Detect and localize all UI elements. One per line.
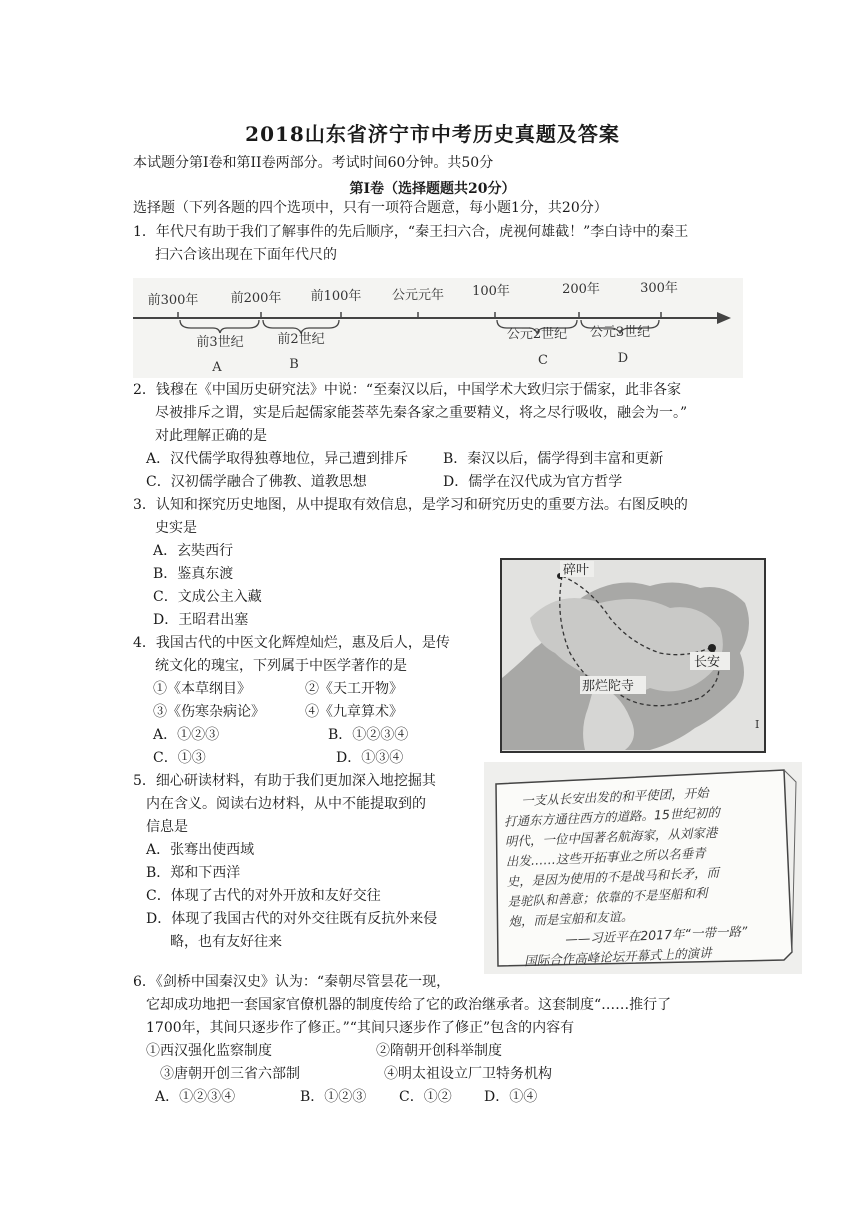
option-letter: C xyxy=(538,353,548,368)
q3-stem-line1: 3．认知和探究历史地图，从中提取有效信息，是学习和研究历史的重要方法。右图反映的 xyxy=(133,497,688,513)
q3-option-a: A．玄奘西行 xyxy=(153,543,234,559)
quote-line-6: 是驼队和善意；依靠的不是坚船和利 xyxy=(507,885,708,909)
q5-option-c: C．体现了古代的对外开放和友好交往 xyxy=(146,888,381,904)
q4-stem-line2: 统文化的瑰宝，下列属于中医学著作的是 xyxy=(155,658,407,674)
q3-stem-line2: 史实是 xyxy=(155,520,197,536)
tick-label: 前200年 xyxy=(230,291,282,306)
q6-item-1: ①西汉强化监察制度 xyxy=(146,1043,272,1059)
q4-item-4: ④《九章算术》 xyxy=(305,704,403,720)
map-label-i: I xyxy=(755,718,760,731)
q5-stem-line3: 信息是 xyxy=(146,819,188,835)
q2-option-c: C．汉初儒学融合了佛教、道教思想 xyxy=(146,474,367,490)
q6-item-3: ③唐朝开创三省六部制 xyxy=(160,1066,300,1082)
option-letter: D xyxy=(617,351,629,366)
q2-option-b: B．秦汉以后，儒学得到丰富和更新 xyxy=(443,451,664,467)
quote-line-1: 一支从长安出发的和平使团，开始 xyxy=(520,785,709,809)
q1-stem-line2: 扫六合该出现在下面年代尺的 xyxy=(155,247,337,263)
page-title: 2018山东省济宁市中考历史真题及答案 xyxy=(245,122,620,146)
quote-line-2: 打通东方通往西方的道路。15世纪初的 xyxy=(503,804,721,830)
q6-option-a: A．①②③④ xyxy=(155,1089,236,1105)
q5-option-b: B．郑和下西洋 xyxy=(146,865,241,881)
section-heading: 第I卷（选择题题共20分） xyxy=(349,181,516,197)
quote-line-3: 明代，一位中国著名航海家，从刘家港 xyxy=(504,824,718,850)
q4-item-1: ①《本草纲目》 xyxy=(153,681,251,697)
tick-label: 公元元年 xyxy=(391,288,445,303)
q1-stem-line1: 1．年代尺有助于我们了解事件的先后顺序，“秦王扫六合，虎视何雄截！”李白诗中的秦王 xyxy=(133,224,689,240)
q2-option-d: D．儒学在汉代成为官方哲学 xyxy=(443,474,623,490)
city-marker-changan xyxy=(708,644,716,652)
q4-option-c: C．①③ xyxy=(153,750,206,766)
tick-label: 200年 xyxy=(562,282,600,297)
q6-item-4: ④明太祖设立厂卫特务机构 xyxy=(384,1066,552,1082)
quote-line-9: 国际合作高峰论坛开幕式上的演讲 xyxy=(523,945,712,969)
tick-label: 前100年 xyxy=(310,289,362,304)
q5-quote-card xyxy=(484,762,802,974)
q6-stem-line3: 1700年，其间只逐步作了修正。”“其间只逐步作了修正”包含的内容有 xyxy=(146,1020,575,1036)
option-letter: B xyxy=(289,357,299,372)
q3-option-d: D．王昭君出塞 xyxy=(153,612,249,628)
map-label-suiye: 碎叶 xyxy=(563,563,590,578)
quote-line-4: 出发……这些开拓事业之所以名垂青 xyxy=(505,845,707,870)
tick-label: 100年 xyxy=(472,284,510,299)
q6-stem-line2: 它却成功地把一套国家官僚机器的制度传给了它的政治继承者。这套制度“……推行了 xyxy=(146,997,672,1013)
q6-option-b: B．①②③ xyxy=(300,1089,367,1105)
q3-option-b: B．鉴真东渡 xyxy=(153,566,234,582)
q5-stem-line1: 5．细心研读材料，有助于我们更加深入地挖掘其 xyxy=(133,773,436,789)
q6-stem-line1: 6．《剑桥中国秦汉史》认为：“秦朝尽管昙花一现， xyxy=(133,974,451,990)
q4-option-d: D．①③④ xyxy=(336,750,404,766)
q3-map-figure xyxy=(500,558,766,753)
quote-line-8: ——习近平在2017年“一带一路” xyxy=(564,923,748,947)
q4-stem-line1: 4．我国古代的中医文化辉煌灿烂，惠及后人，是传 xyxy=(133,635,450,651)
q4-item-3: ③《伤寒杂病论》 xyxy=(153,704,265,720)
q3-option-c: C．文成公主入藏 xyxy=(153,589,262,605)
bracket-label: 前3世纪 xyxy=(196,335,244,350)
q2-stem-line2: 尽被排斥之谓，实是后起儒家能荟萃先秦各家之重要精义，将之尽行吸收，融会为一。” xyxy=(155,405,688,421)
option-letter: A xyxy=(212,360,222,375)
q4-option-b: B．①②③④ xyxy=(328,727,409,743)
timeline-figure xyxy=(133,278,743,378)
q2-option-a: A．汉代儒学取得独尊地位，异己遭到排斥 xyxy=(146,451,409,467)
q6-option-c: C．①② xyxy=(399,1089,452,1105)
section-instruction: 选择题（下列各题的四个选项中，只有一项符合题意，每小题1分，共20分） xyxy=(133,200,608,216)
q5-option-a: A．张骞出使西域 xyxy=(146,842,255,858)
q6-option-d: D．①④ xyxy=(484,1089,538,1105)
q2-stem-line1: 2．钱穆在《中国历史研究法》中说：“至秦汉以后，中国学术大致归宗于儒家，此非各家 xyxy=(133,382,682,398)
bracket-label: 前2世纪 xyxy=(277,332,325,347)
tick-label: 300年 xyxy=(640,281,678,296)
q4-option-a: A．①②③ xyxy=(153,727,220,743)
q5-option-d-line1: D．体现了我国古代的对外交往既有反抗外来侵 xyxy=(146,911,438,927)
tick-label: 前300年 xyxy=(147,293,199,308)
bracket-label: 公元3世纪 xyxy=(589,325,651,340)
intro-text: 本试题分第I卷和第II卷两部分。考试时间60分钟。共50分 xyxy=(133,155,494,171)
map-label-changan: 长安 xyxy=(694,655,721,670)
q5-option-d-line2: 略，也有友好往来 xyxy=(170,934,282,950)
map-label-nalanda: 那烂陀寺 xyxy=(582,679,635,694)
q6-item-2: ②隋朝开创科举制度 xyxy=(376,1043,502,1059)
quote-line-7: 炮，而是宝船和友谊。 xyxy=(508,908,634,929)
bracket-label: 公元2世纪 xyxy=(506,327,568,342)
quote-line-5: 史，是因为使用的不是战马和长矛，而 xyxy=(506,864,720,889)
q4-item-2: ②《天工开物》 xyxy=(305,681,403,697)
q2-stem-line3: 对此理解正确的是 xyxy=(155,428,267,444)
q5-stem-line2: 内在含义。阅读右边材料，从中不能提取到的 xyxy=(146,796,426,812)
